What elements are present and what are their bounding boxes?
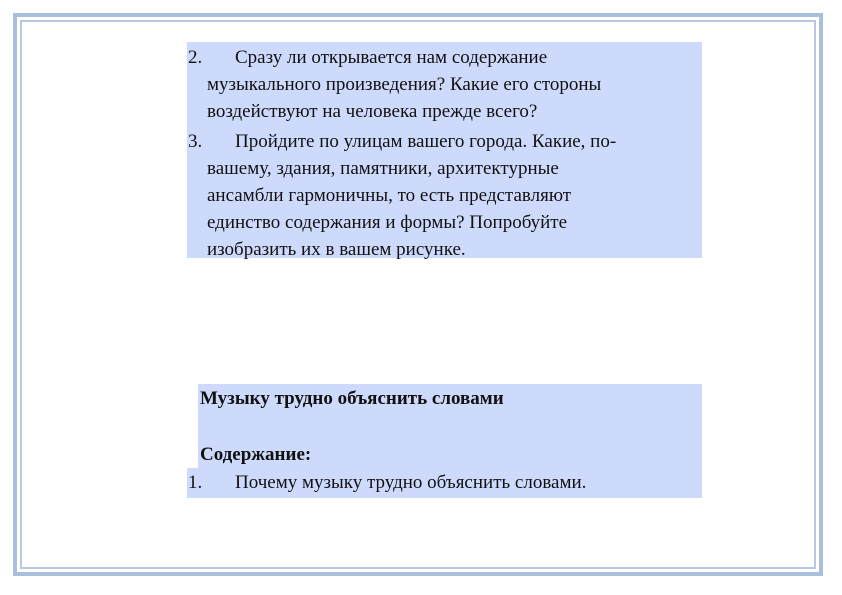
- contents-text: Почему музыку трудно объяснить словами.: [235, 472, 587, 493]
- section-title: Музыку трудно объяснить словами: [200, 388, 504, 409]
- contents-list: [187, 468, 702, 498]
- question-text-line: единство содержания и формы? Попробуйте: [207, 212, 568, 233]
- contents-number: 1.: [188, 472, 203, 493]
- contents-label: Содержание:: [200, 444, 312, 465]
- question-text-line: вашему, здания, памятники, архитектурные: [207, 158, 559, 179]
- question-text-line: ансамбли гармоничны, то есть представляют: [207, 185, 572, 206]
- question-text-line: воздействуют на человека прежде всего?: [207, 101, 538, 122]
- question-number: 3.: [188, 131, 203, 152]
- section-header-block: [198, 384, 702, 468]
- question-text-line: Сразу ли открывается нам содержание: [235, 47, 548, 68]
- question-number: 2.: [188, 47, 203, 68]
- question-text-line: Пройдите по улицам вашего города. Какие, по-: [235, 131, 617, 152]
- questions-block: [187, 42, 702, 258]
- question-text-line: изобразить их в вашем рисунке.: [207, 239, 466, 260]
- question-text-line: музыкального произведения? Какие его стороны: [207, 74, 602, 95]
